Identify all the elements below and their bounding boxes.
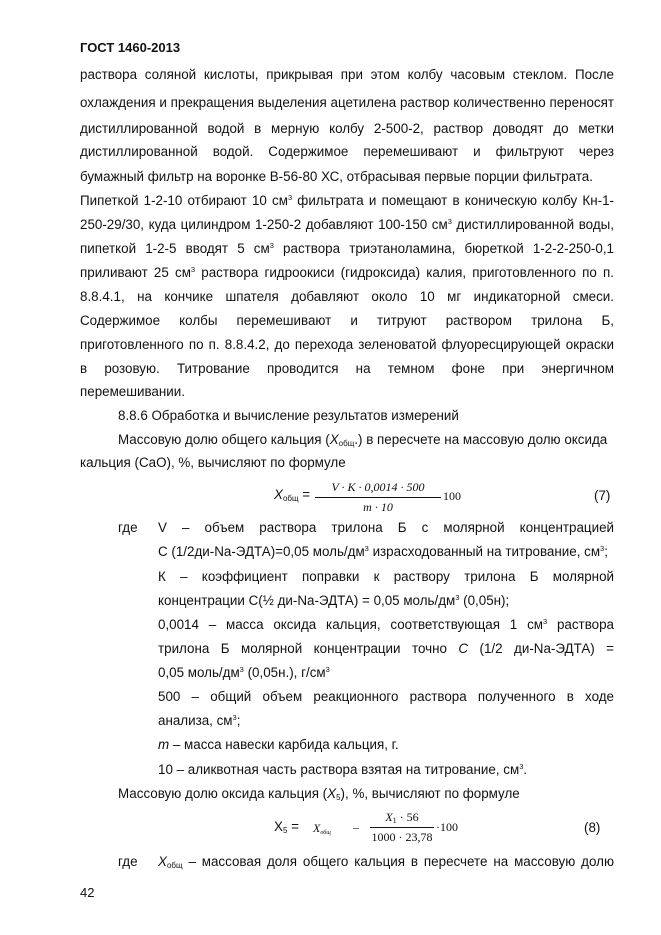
text-line: $X_{общ}$ – массовая доля общего кальция в пересчете на массовую долю xyxy=(158,854,614,870)
equation-number: (8) xyxy=(584,820,601,835)
text-line: охлаждения и прекращения выделения ацетилена раствор количественно переносят xyxy=(80,95,614,110)
formula-lhs: $X_5$ = xyxy=(274,819,299,835)
definition-line: m – масса навески карбида кальция, г. xyxy=(158,737,399,752)
section-heading: 8.8.6 Обработка и вычисление результатов измерений xyxy=(118,408,459,423)
text-line: в розовую. Титрование проводится на темном фоне при энергичном xyxy=(80,361,614,376)
text-line: 250-29/30, куда цилиндром 1-250-2 добавляют 100-150 $см^3$ дистиллированной воды, xyxy=(80,217,614,232)
definition-line: концентрации С(½ ди-Na-ЭДТА) = 0,05 моль/$дм^3$ (0,05н); xyxy=(158,593,510,608)
minus-sign: – xyxy=(353,820,359,834)
text-line: приливают 25 $см^3$ раствора гидроокиси (гидроксида) калия, приготовленного по п. xyxy=(80,265,614,280)
formula-fraction xyxy=(315,480,441,516)
text-line: Содержимое колбы перемешивают и титруют раствором трилона Б, xyxy=(80,313,614,328)
text-line: 8.8.4.1, на кончике шпателя добавляют около 10 мг индикаторной смеси. xyxy=(80,289,614,304)
text-line: раствора соляной кислоты, прикрывая при этом колбу часовым стеклом. После xyxy=(80,67,614,82)
formula-numerator: $X_1 \cdot 56$ xyxy=(385,810,419,825)
definition-line: анализа, $см^3$; xyxy=(158,713,241,728)
text-line: дистиллированной водой в мерную колбу 2-500-2, раствор доводят до метки xyxy=(80,121,614,136)
definition-line: 0,0014 – масса оксида кальция, соответствующая 1 $см^3$ раствора xyxy=(158,617,614,632)
definition-line: 10 – аликвотная часть раствора взятая на титрование, $см^3$. xyxy=(158,762,528,777)
definition-line: V – объем раствора трилона Б с молярной концентрацией xyxy=(158,520,614,535)
text-line: перемешивании. xyxy=(80,384,185,399)
formula-denominator: 1000 · 23,78 xyxy=(371,830,433,844)
where-label: где xyxy=(118,854,138,869)
formula-tail: 100 xyxy=(443,489,461,503)
text-line: дистиллированной водой. Содержимое перемешивают и фильтруют через xyxy=(80,144,614,159)
definition-line: К – коэффициент поправки к раствору трилона Б молярной xyxy=(158,569,614,584)
formula-term: $X_{общ}$ xyxy=(313,821,331,836)
text-line: приготовленного по п. 8.8.4.2, до перехода зеленоватой флуоресцирующей окраски xyxy=(80,337,614,352)
formula-denominator: m · 10 xyxy=(363,500,393,514)
where-label: где xyxy=(118,520,138,535)
formula-lhs: $X_{общ}$ = xyxy=(274,487,311,503)
text-line: бумажный фильтр на воронке В-56-80 ХС, отбрасывая первые порции фильтрата. xyxy=(80,169,593,184)
text-line: Массовую долю оксида кальция $(X_5)$, %, вычисляют по формуле xyxy=(118,786,520,802)
formula-tail: ·100 xyxy=(436,820,458,834)
fraction-bar xyxy=(370,827,434,828)
equation-number: (7) xyxy=(594,488,611,503)
definition-line: 0,05 моль/$дм^3$ (0,05н.), $г/см^3$ xyxy=(158,665,330,680)
formula-numerator: V · K · 0,0014 · 500 xyxy=(331,480,425,494)
document-header: ГОСТ 1460-2013 xyxy=(80,40,181,55)
formula-fraction xyxy=(370,810,434,846)
text-line: кальция (CaO), %, вычисляют по формуле xyxy=(80,455,346,470)
definition-line: С (1/2ди-Na-ЭДТА)=0,05 моль/$дм^3$ израсходованный на титрование, $см^3$; xyxy=(158,544,608,559)
text-line: пипеткой 1-2-5 вводят 5 $см^3$ раствора триэтаноламина, бюреткой 1-2-2-250-0,1 xyxy=(80,241,614,256)
page-number: 42 xyxy=(80,885,95,900)
text-line: Массовую долю общего кальция $(X_{общ}.)$ в пересчете на массовую долю оксида xyxy=(118,432,608,448)
text-line: Пипеткой 1-2-10 отбирают 10 $см^3$ фильтрата и помещают в коническую колбу Кн-1- xyxy=(80,193,614,208)
definition-line: 500 – общий объем реакционного раствора полученного в ходе xyxy=(158,689,614,704)
fraction-bar xyxy=(315,497,441,498)
definition-line: трилона Б молярной концентрации точно С (1/2 ди-Na-ЭДТА) = xyxy=(158,641,614,656)
